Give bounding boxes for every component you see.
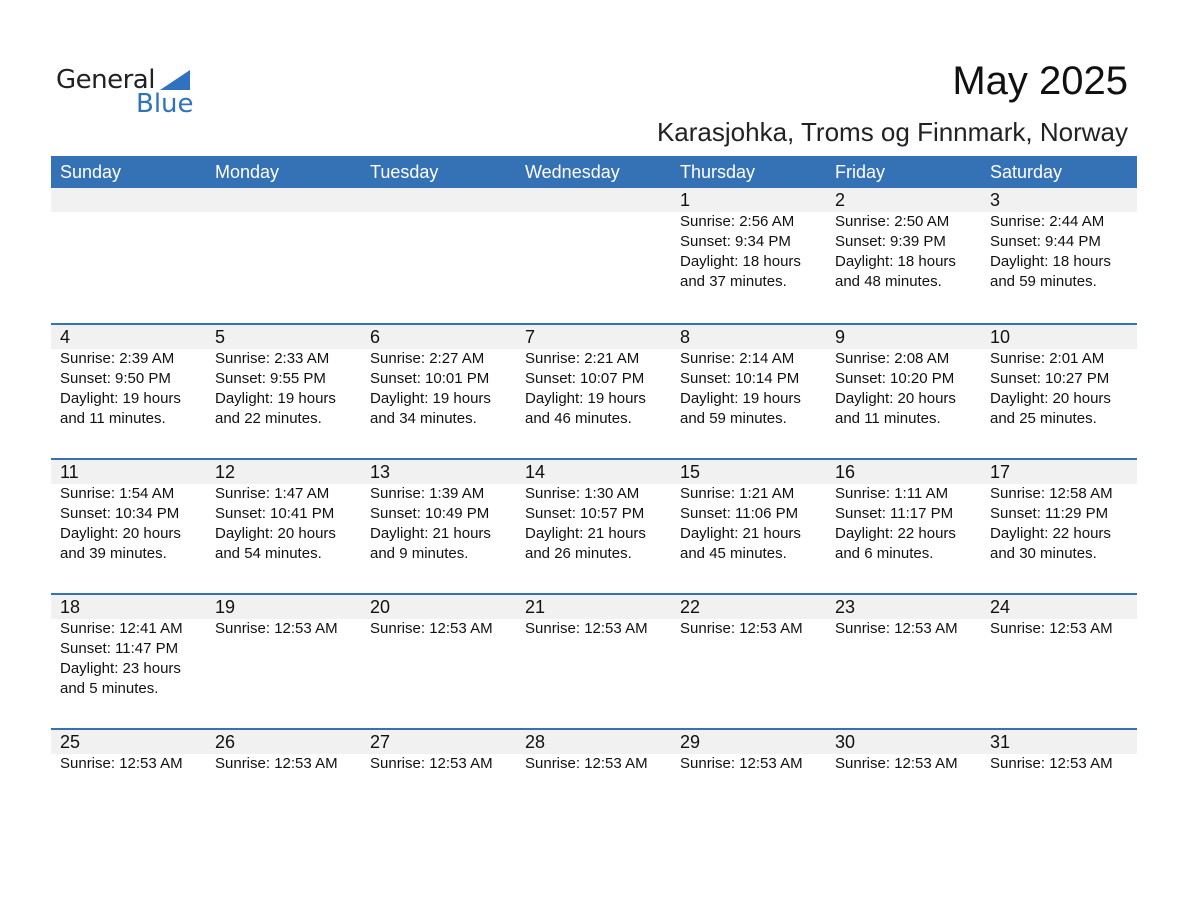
day-number: 19 <box>215 597 236 617</box>
weekday-header <box>51 156 1137 188</box>
day-cell <box>826 460 981 564</box>
day-detail-line: and 34 minutes. <box>370 410 477 427</box>
day-cell <box>826 595 981 699</box>
day-number: 10 <box>990 327 1011 347</box>
day-detail-line: Sunrise: 2:14 AM <box>680 350 795 367</box>
day-detail-line: and 45 minutes. <box>680 545 787 562</box>
day-detail-line: Sunrise: 2:27 AM <box>370 350 485 367</box>
calendar-weeks <box>51 188 1137 863</box>
day-number: 27 <box>370 732 391 752</box>
day-number: 28 <box>525 732 546 752</box>
day-detail-line: and 39 minutes. <box>60 545 167 562</box>
day-detail-line: Daylight: 21 hours <box>680 525 801 542</box>
day-detail-line: Sunrise: 12:53 AM <box>680 755 803 772</box>
day-detail-line: Sunrise: 12:53 AM <box>835 755 958 772</box>
weekday-friday: Friday <box>835 162 886 182</box>
day-detail-line: Sunset: 10:41 PM <box>215 505 335 522</box>
week-days <box>51 460 1137 564</box>
day-cell <box>361 595 516 699</box>
day-number: 18 <box>60 597 81 617</box>
day-detail-line: Daylight: 19 hours <box>370 390 491 407</box>
day-cell <box>206 595 361 699</box>
day-number: 13 <box>370 462 391 482</box>
day-detail-line: Daylight: 18 hours <box>990 253 1111 270</box>
day-detail-line: Daylight: 23 hours <box>60 660 181 677</box>
day-detail-line: Sunrise: 2:33 AM <box>215 350 330 367</box>
day-number: 3 <box>990 190 1001 210</box>
day-detail-line: Sunset: 10:01 PM <box>370 370 490 387</box>
day-number: 5 <box>215 327 226 347</box>
day-detail-line: Sunrise: 2:08 AM <box>835 350 950 367</box>
day-detail-line: and 46 minutes. <box>525 410 632 427</box>
logo-general-text: General <box>56 65 155 95</box>
calendar-week <box>51 728 1137 863</box>
day-detail-line: Sunrise: 1:21 AM <box>680 485 795 502</box>
day-detail-line: Sunrise: 12:53 AM <box>835 620 958 637</box>
day-detail-line: Sunrise: 2:50 AM <box>835 213 950 230</box>
day-detail-line: Daylight: 20 hours <box>990 390 1111 407</box>
day-number: 21 <box>525 597 546 617</box>
week-days <box>51 595 1137 699</box>
day-detail-line: Sunset: 10:27 PM <box>990 370 1110 387</box>
day-number: 11 <box>60 462 79 482</box>
day-detail-line: Daylight: 21 hours <box>370 525 491 542</box>
day-detail-line: Sunrise: 2:44 AM <box>990 213 1105 230</box>
day-detail-line: and 37 minutes. <box>680 273 787 290</box>
day-cell <box>981 730 1137 774</box>
logo <box>56 66 196 118</box>
day-number <box>525 188 671 212</box>
day-detail-line: Sunrise: 12:53 AM <box>680 620 803 637</box>
day-number: 20 <box>370 597 391 617</box>
day-detail-line: and 48 minutes. <box>835 273 942 290</box>
day-cell <box>671 188 826 292</box>
day-cell <box>516 730 671 774</box>
day-cell <box>671 460 826 564</box>
day-number: 14 <box>525 462 546 482</box>
day-detail-line: Sunset: 9:34 PM <box>680 233 791 250</box>
day-detail-line: Daylight: 20 hours <box>835 390 956 407</box>
day-cell <box>516 460 671 564</box>
day-number: 16 <box>835 462 856 482</box>
weekday-tuesday: Tuesday <box>370 162 439 182</box>
day-detail-line: Sunset: 9:44 PM <box>990 233 1101 250</box>
day-cell <box>516 595 671 699</box>
calendar-week <box>51 458 1137 593</box>
day-number: 4 <box>60 327 71 347</box>
day-detail-line: Sunrise: 1:39 AM <box>370 485 485 502</box>
day-number: 24 <box>990 597 1011 617</box>
day-detail-line: Sunset: 9:39 PM <box>835 233 946 250</box>
day-cell <box>826 325 981 429</box>
calendar-week <box>51 593 1137 728</box>
day-detail-line: and 6 minutes. <box>835 545 934 562</box>
day-detail-line: Sunrise: 12:53 AM <box>215 620 338 637</box>
day-detail-line: and 22 minutes. <box>215 410 322 427</box>
day-cell <box>361 188 516 292</box>
day-detail-line: Sunset: 11:29 PM <box>990 505 1109 522</box>
day-detail-line: Sunrise: 1:30 AM <box>525 485 640 502</box>
day-detail-line: Daylight: 20 hours <box>215 525 336 542</box>
day-detail-line: Sunrise: 12:53 AM <box>990 620 1113 637</box>
day-detail-line: Sunrise: 2:39 AM <box>60 350 175 367</box>
day-detail-line: Daylight: 18 hours <box>680 253 801 270</box>
day-cell <box>51 595 206 699</box>
day-detail-line: Sunrise: 1:11 AM <box>835 485 949 502</box>
day-detail-line: Sunrise: 1:47 AM <box>215 485 330 502</box>
day-detail-line: Sunset: 10:20 PM <box>835 370 955 387</box>
day-detail-line: Sunset: 10:07 PM <box>525 370 645 387</box>
day-detail-line: and 54 minutes. <box>215 545 322 562</box>
day-cell <box>516 325 671 429</box>
day-detail-line: Sunrise: 12:58 AM <box>990 485 1113 502</box>
day-detail-line: Daylight: 19 hours <box>525 390 646 407</box>
day-detail-line: Sunset: 10:57 PM <box>525 505 645 522</box>
day-number <box>215 188 361 212</box>
day-cell <box>981 325 1137 429</box>
day-cell <box>206 460 361 564</box>
page-title: May 2025 <box>952 59 1128 103</box>
day-detail-line: and 30 minutes. <box>990 545 1097 562</box>
logo-blue-text: Blue <box>136 89 194 119</box>
day-number: 22 <box>680 597 701 617</box>
day-cell <box>671 325 826 429</box>
day-detail-line: Sunrise: 2:56 AM <box>680 213 795 230</box>
day-cell <box>826 188 981 292</box>
day-cell <box>671 730 826 774</box>
day-cell <box>206 325 361 429</box>
day-detail-line: Daylight: 19 hours <box>60 390 181 407</box>
day-number <box>370 188 516 212</box>
day-number: 26 <box>215 732 236 752</box>
day-detail-line: Sunset: 10:49 PM <box>370 505 490 522</box>
day-number: 15 <box>680 462 701 482</box>
day-detail-line: Sunset: 11:06 PM <box>680 505 799 522</box>
day-detail-line: Daylight: 19 hours <box>215 390 336 407</box>
day-number: 30 <box>835 732 856 752</box>
day-detail-line: Sunset: 9:50 PM <box>60 370 171 387</box>
location-subtitle: Karasjohka, Troms og Finnmark, Norway <box>656 117 1128 147</box>
day-cell <box>981 595 1137 699</box>
day-number: 12 <box>215 462 236 482</box>
day-number: 9 <box>835 327 846 347</box>
day-detail-line: Sunset: 9:55 PM <box>215 370 326 387</box>
day-detail-line: Sunrise: 12:53 AM <box>525 620 648 637</box>
day-number: 17 <box>990 462 1011 482</box>
day-cell <box>51 325 206 429</box>
day-cell <box>206 730 361 774</box>
day-detail-line: and 11 minutes. <box>835 410 941 427</box>
day-detail-line: Sunrise: 12:53 AM <box>215 755 338 772</box>
weekday-wednesday: Wednesday <box>525 162 620 182</box>
weekday-saturday: Saturday <box>990 162 1063 182</box>
day-detail-line: and 25 minutes. <box>990 410 1097 427</box>
day-number: 29 <box>680 732 701 752</box>
day-detail-line: and 26 minutes. <box>525 545 632 562</box>
day-number: 7 <box>525 327 536 347</box>
day-cell <box>981 188 1137 292</box>
day-number: 25 <box>60 732 81 752</box>
day-detail-line: Daylight: 21 hours <box>525 525 646 542</box>
day-cell <box>361 325 516 429</box>
day-number <box>60 188 206 212</box>
day-detail-line: Sunset: 11:47 PM <box>60 640 179 657</box>
day-detail-line: Daylight: 19 hours <box>680 390 801 407</box>
day-cell <box>206 188 361 292</box>
day-detail-line: Sunrise: 12:53 AM <box>60 755 183 772</box>
day-number: 23 <box>835 597 856 617</box>
day-detail-line: and 59 minutes. <box>990 273 1097 290</box>
day-detail-line: Sunset: 10:14 PM <box>680 370 800 387</box>
day-number: 1 <box>680 190 691 210</box>
day-detail-line: Sunrise: 12:53 AM <box>525 755 648 772</box>
day-detail-line: Sunrise: 12:41 AM <box>60 620 183 637</box>
weekday-thursday: Thursday <box>680 162 756 182</box>
day-cell <box>51 730 206 774</box>
day-detail-line: Sunrise: 12:53 AM <box>370 755 493 772</box>
weekday-sunday: Sunday <box>60 162 122 182</box>
day-detail-line: Sunrise: 12:53 AM <box>370 620 493 637</box>
calendar-week <box>51 323 1137 458</box>
day-detail-line: Sunrise: 2:01 AM <box>990 350 1105 367</box>
day-detail-line: Sunrise: 1:54 AM <box>60 485 175 502</box>
day-detail-line: and 9 minutes. <box>370 545 469 562</box>
day-detail-line: and 5 minutes. <box>60 680 159 697</box>
day-detail-line: Sunrise: 12:53 AM <box>990 755 1113 772</box>
day-detail-line: Sunrise: 2:21 AM <box>525 350 640 367</box>
day-cell <box>361 730 516 774</box>
day-detail-line: and 59 minutes. <box>680 410 787 427</box>
day-number: 8 <box>680 327 691 347</box>
day-detail-line: Sunset: 10:34 PM <box>60 505 180 522</box>
day-detail-line: Daylight: 20 hours <box>60 525 181 542</box>
day-cell <box>981 460 1137 564</box>
weekday-monday: Monday <box>215 162 280 182</box>
day-detail-line: Daylight: 22 hours <box>990 525 1111 542</box>
day-detail-line: and 11 minutes. <box>60 410 166 427</box>
day-cell <box>51 188 206 292</box>
week-days <box>51 188 1137 292</box>
day-cell <box>516 188 671 292</box>
day-detail-line: Daylight: 22 hours <box>835 525 956 542</box>
day-cell <box>671 595 826 699</box>
day-cell <box>826 730 981 774</box>
day-cell <box>51 460 206 564</box>
day-number: 31 <box>990 732 1011 752</box>
day-number: 6 <box>370 327 381 347</box>
day-detail-line: Sunset: 11:17 PM <box>835 505 954 522</box>
calendar-week <box>51 188 1137 323</box>
calendar <box>51 156 1137 863</box>
week-days <box>51 325 1137 429</box>
day-detail-line: Daylight: 18 hours <box>835 253 956 270</box>
logo-triangle-icon <box>160 70 190 90</box>
day-cell <box>361 460 516 564</box>
day-number: 2 <box>835 190 846 210</box>
week-days <box>51 730 1137 774</box>
